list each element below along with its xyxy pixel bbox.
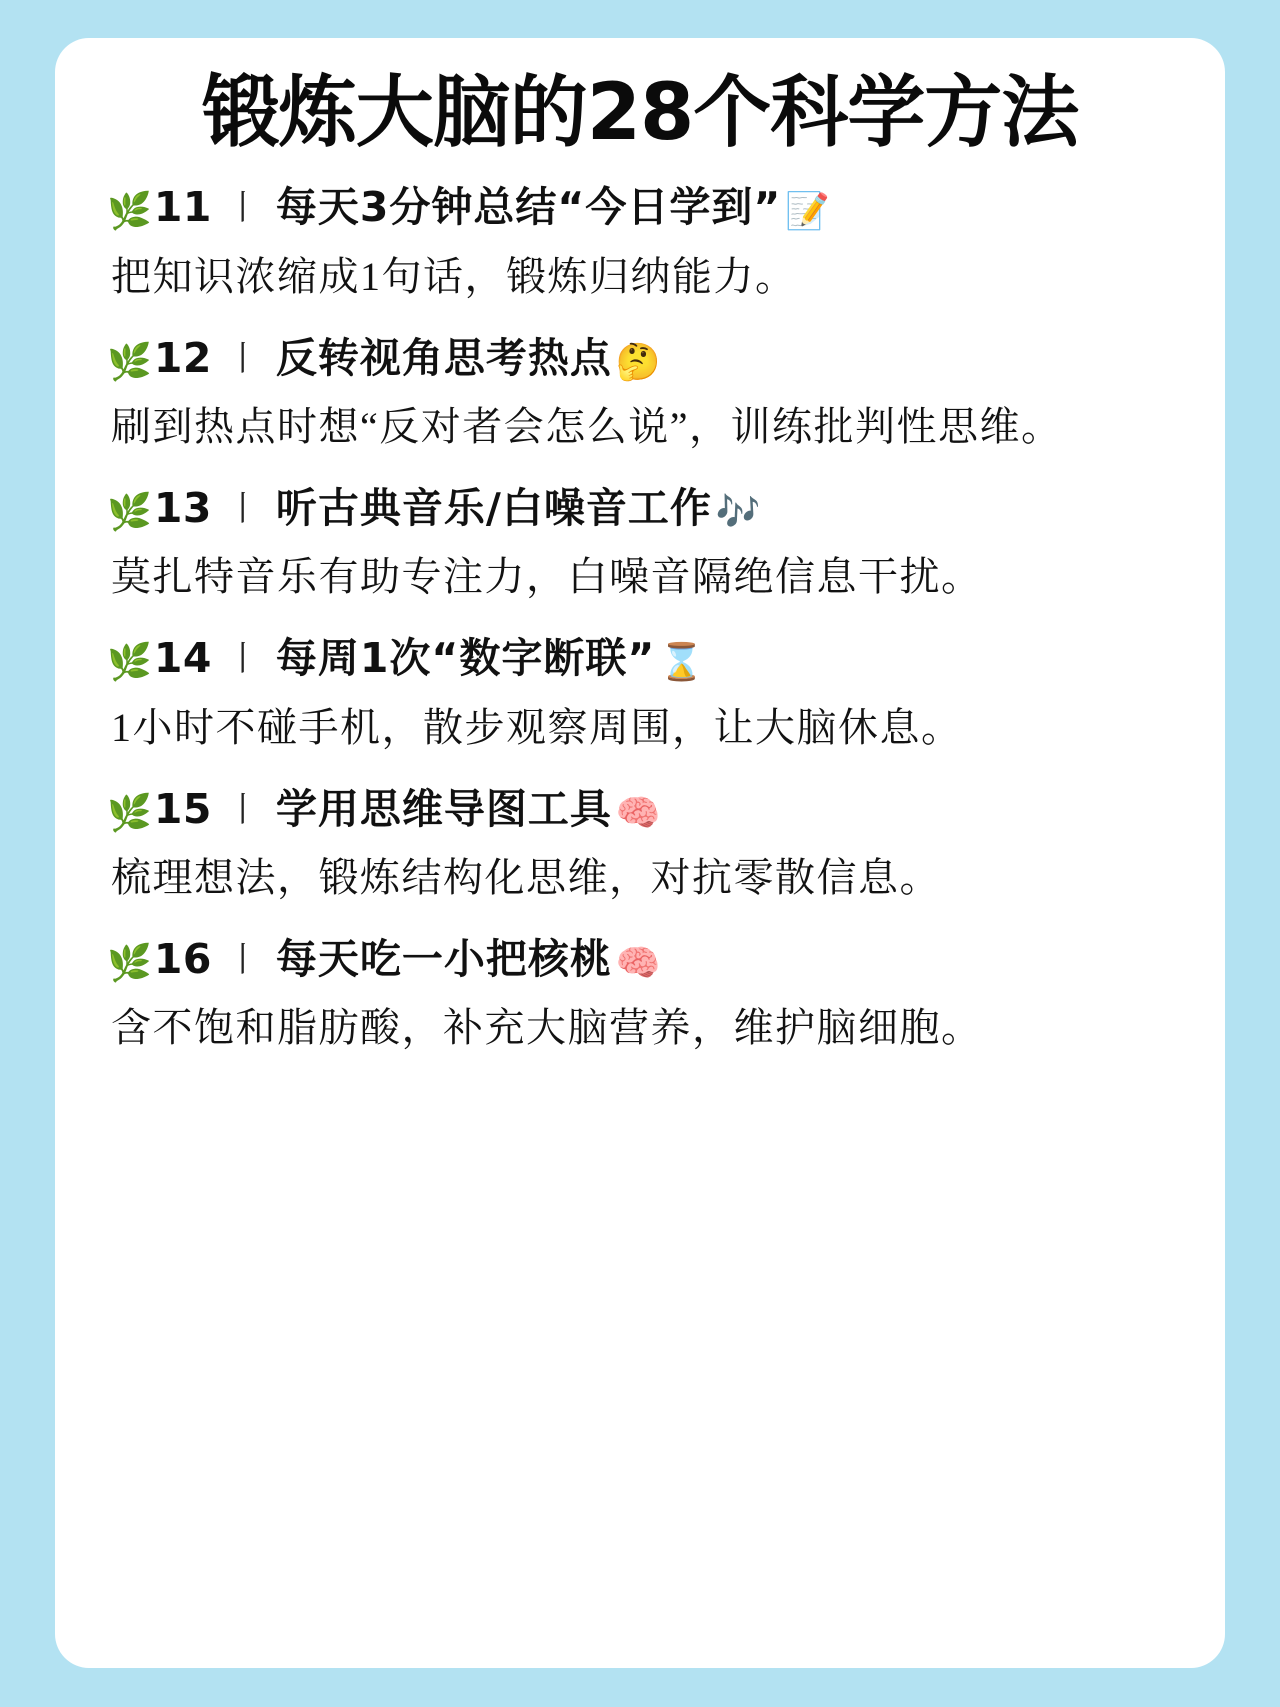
leaf-icon: 🌿 bbox=[107, 642, 152, 684]
item-heading-row bbox=[107, 628, 1173, 690]
list-item bbox=[107, 929, 1173, 1065]
brain-icon: 🧠 bbox=[615, 942, 661, 984]
item-separator: 丨 bbox=[225, 789, 260, 830]
item-heading-text: 每天3分钟总结“今日学到” bbox=[275, 183, 782, 232]
list-item bbox=[107, 779, 1173, 915]
item-number: 14 bbox=[153, 634, 212, 683]
item-body-text: 莫扎特音乐有助专注力，白噪音隔绝信息干扰。 bbox=[111, 554, 983, 600]
item-body-text: 刷到热点时想“反对者会怎么说”，训练批判性思维。 bbox=[111, 404, 1063, 450]
hourglass-icon: ⌛ bbox=[659, 642, 705, 684]
item-number: 12 bbox=[153, 333, 212, 382]
brain-icon: 🧠 bbox=[615, 792, 661, 834]
list-item bbox=[107, 628, 1173, 764]
item-number: 15 bbox=[153, 784, 212, 833]
leaf-icon: 🌿 bbox=[107, 942, 152, 984]
page-title: 锻炼大脑的28个科学方法 bbox=[201, 68, 1079, 158]
item-body-text: 梳理想法，锻炼结构化思维，对抗零散信息。 bbox=[111, 855, 941, 901]
item-number: 16 bbox=[153, 934, 212, 983]
leaf-icon: 🌿 bbox=[107, 191, 152, 233]
item-separator: 丨 bbox=[225, 488, 260, 529]
item-heading-row bbox=[107, 779, 1173, 841]
content-card bbox=[55, 38, 1225, 1668]
item-separator: 丨 bbox=[225, 338, 260, 379]
item-body-text: 含不饱和脂肪酸，补充大脑营养，维护脑细胞。 bbox=[111, 1005, 983, 1051]
item-separator: 丨 bbox=[225, 639, 260, 680]
item-number: 11 bbox=[153, 183, 212, 232]
music-notes-icon: 🎶 bbox=[715, 491, 761, 533]
item-body-text: 1小时不碰手机，散步观察周围，让大脑休息。 bbox=[111, 704, 963, 750]
list-item bbox=[107, 328, 1173, 464]
item-heading-text: 反转视角思考热点 bbox=[275, 333, 612, 382]
memo-icon: 📝 bbox=[785, 191, 831, 233]
item-heading-row bbox=[107, 328, 1173, 390]
list-item bbox=[107, 478, 1173, 614]
item-heading-text: 听古典音乐/白噪音工作 bbox=[275, 483, 712, 532]
item-separator: 丨 bbox=[225, 188, 260, 229]
item-heading-row bbox=[107, 177, 1173, 239]
item-heading-row bbox=[107, 478, 1173, 540]
leaf-icon: 🌿 bbox=[107, 341, 152, 383]
item-heading-row bbox=[107, 929, 1173, 991]
list-item bbox=[107, 177, 1173, 313]
leaf-icon: 🌿 bbox=[107, 491, 152, 533]
item-heading-text: 每天吃一小把核桃 bbox=[275, 934, 612, 983]
item-heading-text: 每周1次“数字断联” bbox=[275, 634, 656, 683]
item-separator: 丨 bbox=[225, 939, 260, 980]
item-body-text: 把知识浓缩成1句话，锻炼归纳能力。 bbox=[111, 253, 797, 299]
leaf-icon: 🌿 bbox=[107, 792, 152, 834]
item-heading-text: 学用思维导图工具 bbox=[275, 784, 612, 833]
item-number: 13 bbox=[153, 483, 212, 532]
thinking-face-icon: 🤔 bbox=[615, 341, 661, 383]
